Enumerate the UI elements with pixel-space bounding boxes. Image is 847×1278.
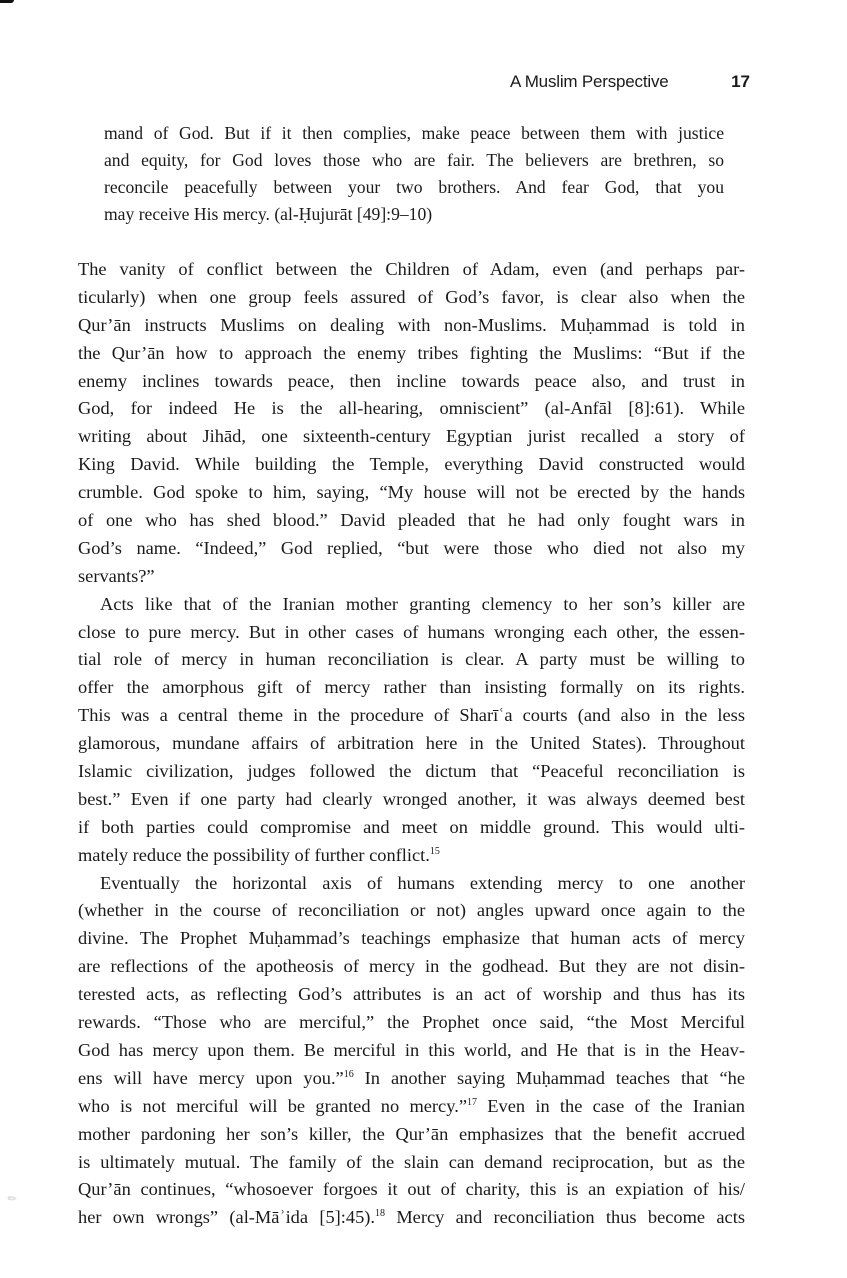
quote-line: may receive His mercy. (al-Ḥujurāt [49]:9–10) [104,204,433,224]
text-line: writing about Jihād, one sixteenth-century Egyptian jurist recalled a story of [78,426,745,447]
text-segment: Even in the case of the Iranian [476,1095,746,1116]
text-line: close to pure mercy. But in other cases of humans wronging each other, the essen- [78,621,745,642]
page-number: 17 [731,72,750,91]
text-line [78,1093,745,1121]
text-line [78,842,745,870]
text-line: offer the amorphous gift of mercy rather than insisting formally on its rights. [78,677,745,698]
text-line: tial role of mercy in human reconciliation is clear. A party must be willing to [78,649,745,670]
quote-line: and equity, for God loves those who are fair. The believers are brethren, so [104,150,724,170]
paragraph-2 [78,591,745,870]
text-line: enemy inclines towards peace, then incline towards peace also, and trust in [78,370,745,391]
text-line: servants?” [78,565,155,586]
scan-smudge-mark: ✎ [5,1191,21,1207]
text-line: of one who has shed blood.” David pleaded that he had only fought wars in [78,510,745,531]
text-line: glamorous, mundane affairs of arbitration here in the United States). Throughout [78,733,745,754]
text-line: Islamic civilization, judges followed the dictum that “Peaceful reconciliation is [78,761,745,782]
text-line: Acts like that of the Iranian mother granting clemency to her son’s killer are [100,593,745,614]
text-line: Eventually the horizontal axis of humans extending mercy to one another [100,872,745,893]
text-line: God has mercy upon them. Be merciful in this world, and He that is in the Heav- [78,1039,745,1060]
text-segment: In another saying Muḥammad teaches that “he [353,1067,745,1088]
footnote-ref-15[interactable]: 15 [429,845,440,857]
text-line: ticularly) when one group feels assured of God’s favor, is clear also when the [78,286,745,307]
text-line: (whether in the course of reconciliation or not) angles upward once again to the [78,900,745,921]
text-line: the Qur’ān how to approach the enemy tribes fighting the Muslims: “But if the [78,342,745,363]
text-segment: ens will have mercy upon you.” [78,1067,344,1088]
text-line: rewards. “Those who are merciful,” the Prophet once said, “the Most Merciful [78,1012,745,1033]
text-line: divine. The Prophet Muḥammad’s teachings emphasize that human acts of mercy [78,928,745,949]
scan-corner-mark [0,0,14,3]
text-line: God’s name. “Indeed,” God replied, “but were those who died not also my [78,537,745,558]
running-head-title: A Muslim Perspective [510,72,669,91]
text-line: crumble. God spoke to him, saying, “My house will not be erected by the hands [78,482,745,503]
running-head [500,72,752,98]
text-line: best.” Even if one party had clearly wronged another, it was always deemed best [78,788,745,809]
text-line: terested acts, as reflecting God’s attributes is an act of worship and thus has its [78,984,745,1005]
text-line [78,1065,745,1093]
quote-line: reconcile peacefully between your two brothers. And fear God, that you [104,177,724,197]
footnote-ref-18[interactable]: 18 [375,1208,386,1220]
text-line: are reflections of the apotheosis of mercy in the godhead. But they are not disin- [78,956,745,977]
text-line: if both parties could compromise and meet on middle ground. This would ulti- [78,816,745,837]
text-line: This was a central theme in the procedure of Sharīʿa courts (and also in the less [78,705,745,726]
text-line-content: mately reduce the possibility of further conflict. [78,844,430,865]
text-segment: her own wrongs” (al-Māʾida [5]:45). [78,1207,376,1228]
text-line [78,1204,745,1232]
paragraph-3 [78,870,745,1233]
text-segment: who is not merciful will be granted no mercy.” [78,1095,467,1116]
quote-line: mand of God. But if it then complies, make peace between them with justice [104,123,724,143]
footnote-ref-16[interactable]: 16 [343,1068,354,1080]
text-line: Qur’ān continues, “whosoever forgoes it out of charity, this is an expiation of his/ [78,1179,745,1200]
text-line: is ultimately mutual. The family of the slain can demand reciprocation, but as the [78,1151,745,1172]
paragraph-1 [78,256,745,591]
text-line: King David. While building the Temple, everything David constructed would [78,454,745,475]
text-segment: Mercy and reconciliation thus become acts [385,1207,745,1228]
body-text [78,256,745,1232]
text-line: mother pardoning her son’s killer, the Qur’ān emphasizes that the benefit accrued [78,1123,745,1144]
footnote-ref-17[interactable]: 17 [466,1096,477,1108]
block-quote [104,120,724,228]
text-line: God, for indeed He is the all-hearing, omniscient” (al-Anfāl [8]:61). While [78,398,745,419]
text-line: The vanity of conflict between the Children of Adam, even (and perhaps par- [78,259,745,279]
text-line: Qur’ān instructs Muslims on dealing with non-Muslims. Muḥammad is told in [78,314,745,335]
